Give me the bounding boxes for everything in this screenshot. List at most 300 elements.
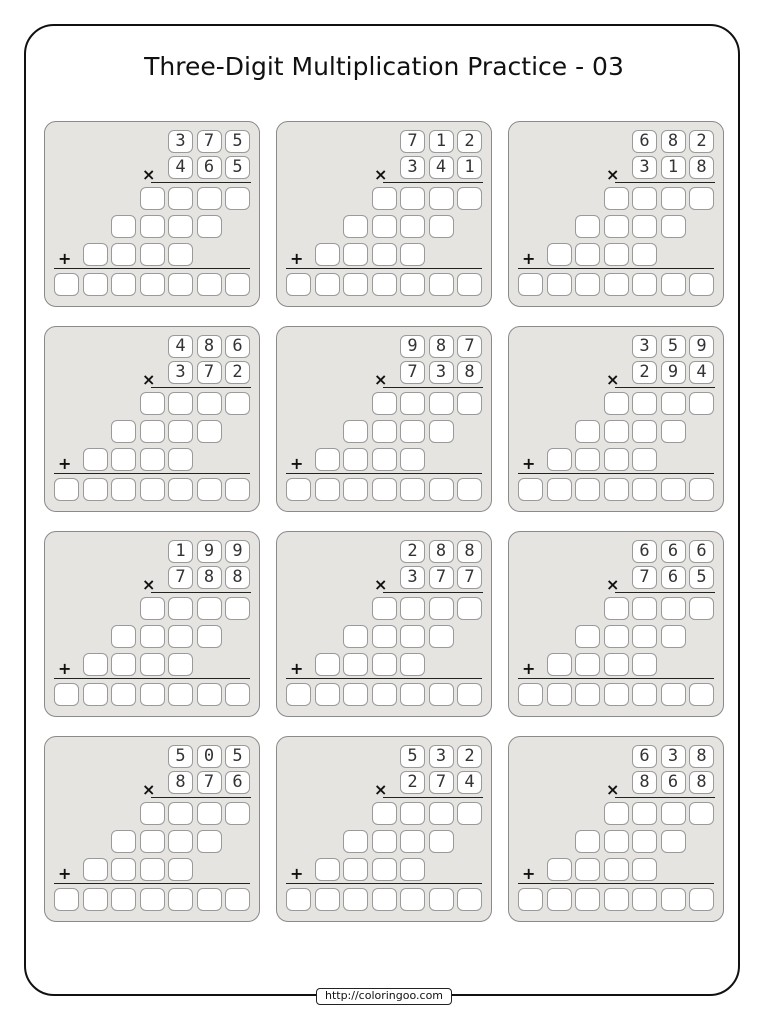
multiplicand-digit: 6: [632, 540, 657, 563]
partial-product-box[interactable]: [343, 830, 368, 853]
partial-product-box[interactable]: [400, 215, 425, 238]
partial-product-box[interactable]: [632, 420, 657, 443]
answer-box[interactable]: [343, 683, 368, 706]
answer-box[interactable]: [632, 478, 657, 501]
partial-product-box[interactable]: [140, 802, 165, 825]
partial-product-box[interactable]: [457, 597, 482, 620]
partial-product-box[interactable]: [632, 448, 657, 471]
partial-product-box[interactable]: [400, 858, 425, 881]
partial-product-box[interactable]: [225, 392, 250, 415]
answer-box[interactable]: [140, 888, 165, 911]
sum-rule: [518, 678, 714, 679]
partial-product-box[interactable]: [575, 653, 600, 676]
multiplicand-digit: 1: [168, 540, 193, 563]
multiplier-digit: 4: [457, 771, 482, 794]
partial-product-box[interactable]: [197, 625, 222, 648]
multiplicand-digit: 9: [400, 335, 425, 358]
partial-product-box[interactable]: [372, 653, 397, 676]
partial-product-box[interactable]: [604, 625, 629, 648]
partial-product-box[interactable]: [140, 215, 165, 238]
answer-box[interactable]: [111, 273, 136, 296]
partial-product-box[interactable]: [604, 448, 629, 471]
partial-product-box[interactable]: [575, 420, 600, 443]
answer-box[interactable]: [518, 273, 543, 296]
answer-box[interactable]: [343, 888, 368, 911]
multiplicand-digit: 1: [429, 130, 454, 153]
partial-product-box[interactable]: [632, 830, 657, 853]
answer-box[interactable]: [315, 273, 340, 296]
multiplicand-digit: 8: [197, 335, 222, 358]
multiplicand-digit: 2: [400, 540, 425, 563]
answer-box[interactable]: [225, 888, 250, 911]
answer-box[interactable]: [225, 273, 250, 296]
answer-box[interactable]: [518, 683, 543, 706]
problem-card: [44, 531, 260, 717]
multiplicand-digit: 8: [689, 745, 714, 768]
plus-sign: +: [58, 454, 72, 473]
answer-box[interactable]: [575, 478, 600, 501]
multiplicand-digit: 2: [457, 745, 482, 768]
partial-product-box[interactable]: [372, 243, 397, 266]
partial-product-box[interactable]: [632, 215, 657, 238]
answer-box[interactable]: [604, 273, 629, 296]
partial-product-box[interactable]: [343, 243, 368, 266]
partial-product-box[interactable]: [168, 392, 193, 415]
partial-product-box[interactable]: [429, 830, 454, 853]
answer-box[interactable]: [547, 478, 572, 501]
partial-product-box[interactable]: [632, 858, 657, 881]
answer-box[interactable]: [168, 888, 193, 911]
answer-box[interactable]: [54, 273, 79, 296]
partial-product-box[interactable]: [168, 243, 193, 266]
partial-product-box[interactable]: [168, 802, 193, 825]
partial-product-box[interactable]: [575, 858, 600, 881]
partial-product-box[interactable]: [83, 653, 108, 676]
partial-product-box[interactable]: [83, 858, 108, 881]
multiply-sign: ×: [142, 575, 156, 594]
problem-card: [44, 326, 260, 512]
multiplicand-digit: 4: [168, 335, 193, 358]
plus-sign: +: [522, 249, 536, 268]
partial-product-box[interactable]: [689, 187, 714, 210]
partial-product-box[interactable]: [111, 243, 136, 266]
multiply-sign: ×: [374, 575, 388, 594]
multiply-sign: ×: [606, 370, 620, 389]
sum-rule: [286, 473, 482, 474]
partial-product-box[interactable]: [168, 187, 193, 210]
answer-box[interactable]: [547, 683, 572, 706]
partial-product-box[interactable]: [140, 625, 165, 648]
partial-product-box[interactable]: [400, 597, 425, 620]
multiplicand-digit: 2: [689, 130, 714, 153]
partial-product-box[interactable]: [400, 653, 425, 676]
plus-sign: +: [522, 454, 536, 473]
partial-product-box[interactable]: [83, 448, 108, 471]
multiply-sign: ×: [142, 165, 156, 184]
multiplier-digit: 9: [661, 361, 686, 384]
partial-product-box[interactable]: [547, 653, 572, 676]
answer-box[interactable]: [457, 273, 482, 296]
answer-box[interactable]: [197, 683, 222, 706]
partial-product-box[interactable]: [372, 448, 397, 471]
partial-product-box[interactable]: [372, 625, 397, 648]
partial-product-box[interactable]: [575, 448, 600, 471]
partial-product-box[interactable]: [197, 830, 222, 853]
multiplicand-digit: 2: [457, 130, 482, 153]
answer-box[interactable]: [225, 478, 250, 501]
partial-product-box[interactable]: [343, 448, 368, 471]
answer-box[interactable]: [429, 478, 454, 501]
multiplicand-digit: 8: [429, 540, 454, 563]
partial-product-box[interactable]: [197, 597, 222, 620]
partial-product-box[interactable]: [372, 858, 397, 881]
answer-box[interactable]: [197, 478, 222, 501]
partial-product-box[interactable]: [400, 448, 425, 471]
worksheet-title: Three-Digit Multiplication Practice - 03: [144, 52, 624, 81]
partial-product-box[interactable]: [661, 187, 686, 210]
answer-box[interactable]: [54, 888, 79, 911]
answer-box[interactable]: [400, 888, 425, 911]
partial-product-box[interactable]: [547, 243, 572, 266]
partial-product-box[interactable]: [111, 830, 136, 853]
problem-card: [44, 736, 260, 922]
partial-product-box[interactable]: [372, 187, 397, 210]
partial-product-box[interactable]: [168, 858, 193, 881]
answer-box[interactable]: [457, 683, 482, 706]
partial-product-box[interactable]: [400, 187, 425, 210]
answer-box[interactable]: [457, 478, 482, 501]
answer-box[interactable]: [575, 888, 600, 911]
partial-product-box[interactable]: [400, 802, 425, 825]
answer-box[interactable]: [286, 273, 311, 296]
partial-product-box[interactable]: [661, 215, 686, 238]
answer-box[interactable]: [429, 683, 454, 706]
partial-product-box[interactable]: [661, 802, 686, 825]
partial-product-box[interactable]: [604, 392, 629, 415]
partial-product-box[interactable]: [225, 597, 250, 620]
answer-box[interactable]: [343, 478, 368, 501]
partial-product-box[interactable]: [343, 625, 368, 648]
partial-product-box[interactable]: [225, 187, 250, 210]
partial-product-box[interactable]: [575, 243, 600, 266]
partial-product-box[interactable]: [111, 858, 136, 881]
partial-product-box[interactable]: [315, 858, 340, 881]
answer-box[interactable]: [661, 888, 686, 911]
answer-box[interactable]: [632, 888, 657, 911]
partial-product-box[interactable]: [140, 653, 165, 676]
multiply-rule: [615, 182, 715, 183]
sum-rule: [518, 473, 714, 474]
partial-product-box[interactable]: [689, 802, 714, 825]
answer-box[interactable]: [632, 683, 657, 706]
partial-product-box[interactable]: [111, 215, 136, 238]
partial-product-box[interactable]: [372, 420, 397, 443]
multiplier-digit: 3: [632, 156, 657, 179]
partial-product-box[interactable]: [632, 625, 657, 648]
plus-sign: +: [58, 249, 72, 268]
partial-product-box[interactable]: [429, 625, 454, 648]
answer-box[interactable]: [54, 478, 79, 501]
partial-product-box[interactable]: [140, 858, 165, 881]
partial-product-box[interactable]: [661, 392, 686, 415]
partial-product-box[interactable]: [197, 802, 222, 825]
partial-product-box[interactable]: [168, 653, 193, 676]
answer-box[interactable]: [604, 478, 629, 501]
partial-product-box[interactable]: [457, 187, 482, 210]
partial-product-box[interactable]: [140, 392, 165, 415]
partial-product-box[interactable]: [168, 830, 193, 853]
answer-box[interactable]: [83, 888, 108, 911]
multiplier-digit: 7: [632, 566, 657, 589]
answer-box[interactable]: [197, 273, 222, 296]
multiplicand-digit: 8: [429, 335, 454, 358]
partial-product-box[interactable]: [661, 830, 686, 853]
partial-product-box[interactable]: [632, 653, 657, 676]
partial-product-box[interactable]: [315, 243, 340, 266]
partial-product-box[interactable]: [343, 420, 368, 443]
partial-product-box[interactable]: [632, 802, 657, 825]
answer-box[interactable]: [400, 478, 425, 501]
answer-box[interactable]: [457, 888, 482, 911]
partial-product-box[interactable]: [604, 420, 629, 443]
partial-product-box[interactable]: [343, 858, 368, 881]
answer-box[interactable]: [315, 888, 340, 911]
partial-product-box[interactable]: [197, 215, 222, 238]
partial-product-box[interactable]: [575, 625, 600, 648]
partial-product-box[interactable]: [343, 215, 368, 238]
partial-product-box[interactable]: [168, 215, 193, 238]
partial-product-box[interactable]: [661, 420, 686, 443]
partial-product-box[interactable]: [400, 830, 425, 853]
answer-box[interactable]: [661, 273, 686, 296]
partial-product-box[interactable]: [140, 830, 165, 853]
partial-product-box[interactable]: [400, 625, 425, 648]
partial-product-box[interactable]: [168, 597, 193, 620]
answer-box[interactable]: [661, 478, 686, 501]
answer-box[interactable]: [689, 273, 714, 296]
partial-product-box[interactable]: [372, 392, 397, 415]
multiply-sign: ×: [142, 370, 156, 389]
answer-box[interactable]: [372, 888, 397, 911]
partial-product-box[interactable]: [315, 653, 340, 676]
answer-box[interactable]: [168, 273, 193, 296]
partial-product-box[interactable]: [111, 653, 136, 676]
partial-product-box[interactable]: [457, 802, 482, 825]
multiplier-digit: 8: [632, 771, 657, 794]
answer-box[interactable]: [547, 273, 572, 296]
partial-product-box[interactable]: [604, 243, 629, 266]
answer-box[interactable]: [315, 683, 340, 706]
partial-product-box[interactable]: [197, 392, 222, 415]
partial-product-box[interactable]: [632, 187, 657, 210]
partial-product-box[interactable]: [343, 653, 368, 676]
answer-box[interactable]: [689, 888, 714, 911]
answer-box[interactable]: [400, 683, 425, 706]
answer-box[interactable]: [429, 888, 454, 911]
multiplicand-digit: 6: [689, 540, 714, 563]
answer-box[interactable]: [632, 273, 657, 296]
answer-box[interactable]: [54, 683, 79, 706]
answer-box[interactable]: [689, 683, 714, 706]
answer-box[interactable]: [518, 478, 543, 501]
answer-box[interactable]: [372, 683, 397, 706]
problem-card: [276, 121, 492, 307]
partial-product-box[interactable]: [457, 392, 482, 415]
multiplier-digit: 4: [429, 156, 454, 179]
answer-box[interactable]: [168, 478, 193, 501]
partial-product-box[interactable]: [429, 802, 454, 825]
answer-box[interactable]: [111, 478, 136, 501]
multiplier-digit: 7: [400, 361, 425, 384]
partial-product-box[interactable]: [168, 448, 193, 471]
partial-product-box[interactable]: [372, 215, 397, 238]
partial-product-box[interactable]: [632, 243, 657, 266]
partial-product-box[interactable]: [575, 830, 600, 853]
sum-rule: [54, 883, 250, 884]
partial-product-box[interactable]: [604, 653, 629, 676]
partial-product-box[interactable]: [140, 597, 165, 620]
answer-box[interactable]: [111, 888, 136, 911]
plus-sign: +: [290, 864, 304, 883]
partial-product-box[interactable]: [140, 243, 165, 266]
partial-product-box[interactable]: [372, 802, 397, 825]
partial-product-box[interactable]: [429, 187, 454, 210]
answer-box[interactable]: [197, 888, 222, 911]
answer-box[interactable]: [168, 683, 193, 706]
answer-box[interactable]: [343, 273, 368, 296]
partial-product-box[interactable]: [632, 392, 657, 415]
answer-box[interactable]: [372, 478, 397, 501]
partial-product-box[interactable]: [372, 597, 397, 620]
partial-product-box[interactable]: [140, 187, 165, 210]
multiplier-digit: 6: [661, 566, 686, 589]
multiplicand-digit: 7: [457, 335, 482, 358]
partial-product-box[interactable]: [604, 858, 629, 881]
multiplier-digit: 5: [689, 566, 714, 589]
multiplier-digit: 6: [661, 771, 686, 794]
multiplicand-digit: 6: [632, 130, 657, 153]
partial-product-box[interactable]: [140, 448, 165, 471]
answer-box[interactable]: [518, 888, 543, 911]
answer-box[interactable]: [286, 683, 311, 706]
partial-product-box[interactable]: [429, 597, 454, 620]
multiplicand-digit: 6: [661, 540, 686, 563]
multiplier-digit: 7: [429, 566, 454, 589]
multiplier-digit: 7: [168, 566, 193, 589]
answer-box[interactable]: [400, 273, 425, 296]
answer-box[interactable]: [83, 683, 108, 706]
partial-product-box[interactable]: [575, 215, 600, 238]
partial-product-box[interactable]: [604, 215, 629, 238]
problem-card: [276, 736, 492, 922]
partial-product-box[interactable]: [547, 448, 572, 471]
partial-product-box[interactable]: [604, 187, 629, 210]
multiply-sign: ×: [606, 780, 620, 799]
multiply-rule: [615, 387, 715, 388]
answer-box[interactable]: [604, 683, 629, 706]
multiply-rule: [151, 182, 251, 183]
partial-product-box[interactable]: [400, 243, 425, 266]
answer-box[interactable]: [575, 273, 600, 296]
partial-product-box[interactable]: [197, 420, 222, 443]
partial-product-box[interactable]: [400, 420, 425, 443]
partial-product-box[interactable]: [689, 392, 714, 415]
answer-box[interactable]: [547, 888, 572, 911]
multiplicand-digit: 3: [661, 745, 686, 768]
answer-box[interactable]: [140, 683, 165, 706]
answer-box[interactable]: [140, 273, 165, 296]
multiplicand-digit: 5: [400, 745, 425, 768]
partial-product-box[interactable]: [604, 830, 629, 853]
answer-box[interactable]: [286, 478, 311, 501]
partial-product-box[interactable]: [140, 420, 165, 443]
partial-product-box[interactable]: [168, 625, 193, 648]
multiplier-digit: 1: [457, 156, 482, 179]
partial-product-box[interactable]: [315, 448, 340, 471]
answer-box[interactable]: [372, 273, 397, 296]
multiplier-digit: 8: [689, 771, 714, 794]
partial-product-box[interactable]: [168, 420, 193, 443]
problem-card: [276, 326, 492, 512]
partial-product-box[interactable]: [661, 625, 686, 648]
multiplier-digit: 8: [168, 771, 193, 794]
partial-product-box[interactable]: [372, 830, 397, 853]
multiplicand-digit: 5: [225, 130, 250, 153]
partial-product-box[interactable]: [661, 597, 686, 620]
answer-box[interactable]: [140, 478, 165, 501]
multiplicand-digit: 6: [632, 745, 657, 768]
multiplicand-digit: 3: [632, 335, 657, 358]
partial-product-box[interactable]: [111, 420, 136, 443]
answer-box[interactable]: [286, 888, 311, 911]
partial-product-box[interactable]: [604, 802, 629, 825]
partial-product-box[interactable]: [400, 392, 425, 415]
partial-product-box[interactable]: [604, 597, 629, 620]
answer-box[interactable]: [661, 683, 686, 706]
multiplier-digit: 3: [429, 361, 454, 384]
partial-product-box[interactable]: [111, 625, 136, 648]
sum-rule: [54, 268, 250, 269]
partial-product-box[interactable]: [547, 858, 572, 881]
multiplier-digit: 7: [457, 566, 482, 589]
partial-product-box[interactable]: [111, 448, 136, 471]
answer-box[interactable]: [315, 478, 340, 501]
answer-box[interactable]: [83, 273, 108, 296]
problem-card: [508, 531, 724, 717]
answer-box[interactable]: [83, 478, 108, 501]
answer-box[interactable]: [225, 683, 250, 706]
answer-box[interactable]: [689, 478, 714, 501]
partial-product-box[interactable]: [689, 597, 714, 620]
partial-product-box[interactable]: [429, 392, 454, 415]
answer-box[interactable]: [575, 683, 600, 706]
answer-box[interactable]: [111, 683, 136, 706]
multiplier-digit: 3: [400, 566, 425, 589]
partial-product-box[interactable]: [429, 420, 454, 443]
multiply-rule: [383, 592, 483, 593]
answer-box[interactable]: [429, 273, 454, 296]
partial-product-box[interactable]: [632, 597, 657, 620]
partial-product-box[interactable]: [197, 187, 222, 210]
partial-product-box[interactable]: [83, 243, 108, 266]
partial-product-box[interactable]: [429, 215, 454, 238]
partial-product-box[interactable]: [225, 802, 250, 825]
answer-box[interactable]: [604, 888, 629, 911]
multiplier-digit: 8: [689, 156, 714, 179]
multiplier-digit: 5: [225, 156, 250, 179]
problem-card: [508, 736, 724, 922]
sum-rule: [286, 678, 482, 679]
